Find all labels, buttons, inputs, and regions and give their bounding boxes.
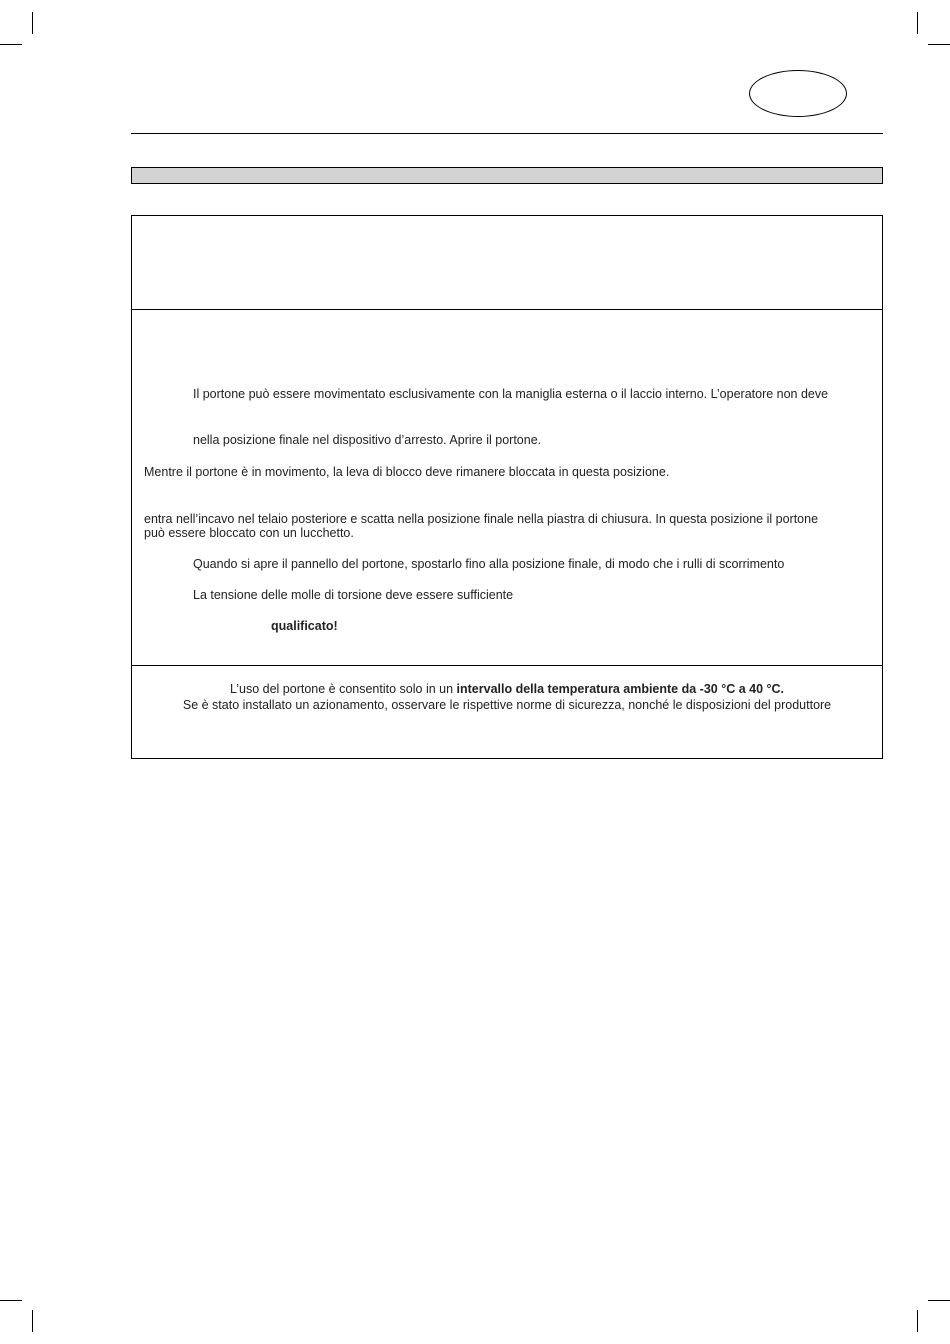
safety-paragraph-6: La tensione delle molle di torsione deve essere sufficiente	[193, 588, 514, 602]
safety-paragraph-5: Quando si apre il pannello del portone, spostarlo fino alla posizione finale, di modo che i rulli di scorrimento	[193, 557, 785, 571]
crop-mark-bottom-left-horizontal	[0, 1300, 22, 1301]
intro-box	[131, 215, 883, 310]
header-divider	[131, 133, 883, 134]
language-badge-oval	[749, 70, 847, 117]
crop-mark-top-left-horizontal	[0, 44, 22, 45]
safety-paragraph-7: qualificato!	[271, 619, 338, 633]
crop-mark-bottom-right-vertical	[917, 1310, 918, 1332]
crop-mark-top-left-vertical	[32, 12, 33, 34]
crop-mark-top-right-horizontal	[928, 44, 950, 45]
notice-box	[131, 665, 883, 759]
crop-mark-bottom-right-horizontal	[928, 1300, 950, 1301]
drive-note: Se è stato installato un azionamento, osservare le rispettive norme di sicurezza, nonché le disposizioni del produttore	[182, 698, 832, 712]
safety-box	[131, 309, 883, 666]
safety-paragraph-4-continued: può essere bloccato con un lucchetto.	[144, 526, 354, 540]
safety-paragraph-3: Mentre il portone è in movimento, la leva di blocco deve rimanere bloccata in questa posizione.	[144, 465, 670, 479]
crop-mark-top-right-vertical	[917, 12, 918, 34]
safety-paragraph-1: Il portone può essere movimentato esclusivamente con la maniglia esterna o il laccio interno. L’operatore non deve	[193, 387, 829, 401]
temperature-notice	[131, 682, 883, 696]
crop-mark-bottom-left-vertical	[32, 1310, 33, 1332]
safety-paragraph-2: nella posizione finale nel dispositivo d’arresto. Aprire il portone.	[193, 433, 542, 447]
temperature-range: intervallo della temperatura ambiente da -30 °C a 40 °C.	[456, 682, 785, 696]
section-title-bar	[131, 167, 883, 184]
safety-paragraph-4: entra nell’incavo nel telaio posteriore e scatta nella posizione finale nella piastra di chiusura. In questa posizione il portone	[144, 512, 819, 526]
temperature-intro: L’uso del portone è consentito solo in un	[229, 682, 457, 696]
